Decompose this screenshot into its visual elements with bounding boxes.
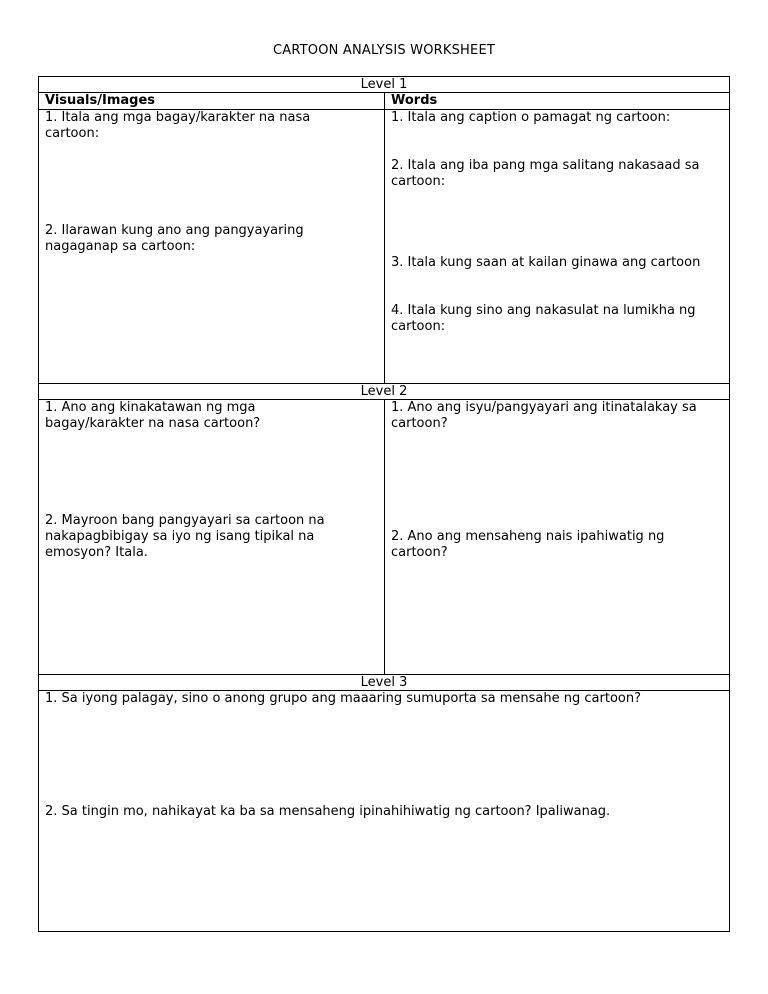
level-2-visuals-question-2: 2. Mayroon bang pangyayari sa cartoon na nakapagbibigay sa iyo ng isang tipikal na emosyon? Itala. [45,513,325,560]
visuals-images-header: Visuals/Images [45,93,156,108]
level-2-heading: Level 2 [360,384,408,399]
worksheet-title: CARTOON ANALYSIS WORKSHEET [273,43,495,58]
level-3-heading: Level 3 [360,675,408,690]
level-1-words-question-4: 4. Itala kung sino ang nakasulat na lumikha ng cartoon: [391,303,696,334]
words-header: Words [391,93,438,108]
column-divider [384,93,385,383]
worksheet-table [38,76,730,932]
level-3-question-2: 2. Sa tingin mo, nahikayat ka ba sa mensaheng ipinahihiwatig ng cartoon? Ipaliwanag. [45,804,611,819]
level-2-words-question-2: 2. Ano ang mensaheng nais ipahiwatig ng cartoon? [391,529,665,560]
level-3-question-1: 1. Sa iyong palagay, sino o anong grupo ang maaaring sumuporta sa mensahe ng cartoon? [45,691,641,706]
level-1-words-question-2: 2. Itala ang iba pang mga salitang nakasaad sa cartoon: [391,158,700,189]
level-1-visuals-question-1: 1. Itala ang mga bagay/karakter na nasa cartoon: [45,110,311,141]
level-1-words-question-1: 1. Itala ang caption o pamagat ng cartoon: [391,110,671,125]
column-divider [384,399,385,674]
level-2-visuals-question-1: 1. Ano ang kinakatawan ng mga bagay/karakter na nasa cartoon? [45,400,261,431]
level-1-words-question-3: 3. Itala kung saan at kailan ginawa ang cartoon [391,255,701,270]
level-1-visuals-question-2: 2. Ilarawan kung ano ang pangyayaring nagaganap sa cartoon: [45,223,304,254]
level-1-heading: Level 1 [360,77,408,92]
level-2-words-question-1: 1. Ano ang isyu/pangyayari ang itinatalakay sa cartoon? [391,400,697,431]
